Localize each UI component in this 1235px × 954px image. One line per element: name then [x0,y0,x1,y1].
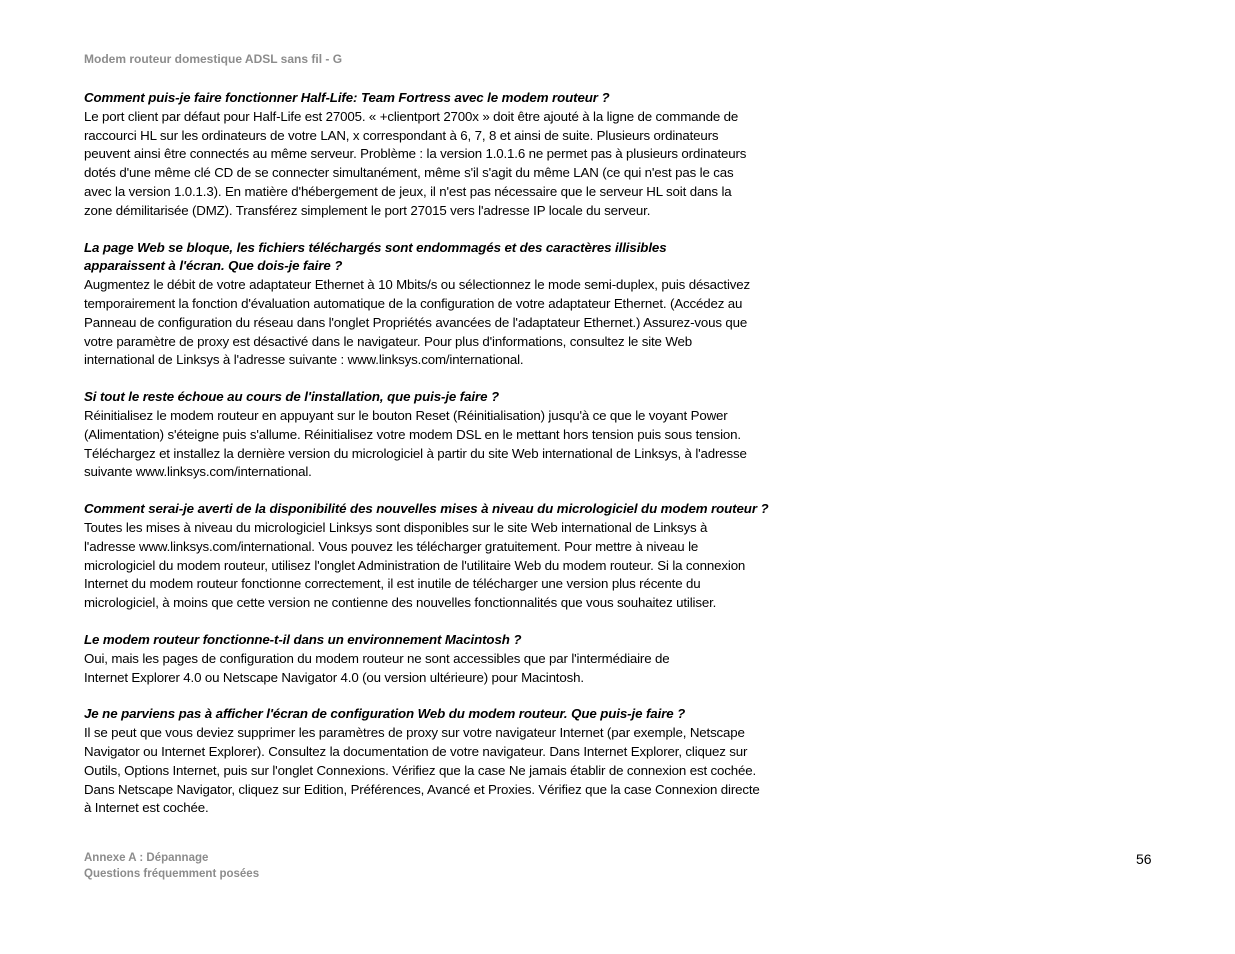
faq-section [84,89,769,836]
faq-item [84,89,760,221]
running-header: Modem routeur domestique ADSL sans fil - G [84,52,343,66]
faq-question: Je ne parviens pas à afficher l'écran de configuration Web du modem routeur. Que puis-je faire ? [84,706,686,722]
footer-section: Questions fréquemment posées [84,868,260,880]
faq-item [84,705,760,818]
footer-chapter: Annexe A : Dépannage [84,852,209,864]
faq-question: Le modem routeur fonctionne-t-il dans un environnement Macintosh ? [84,631,522,647]
faq-answer: Toutes les mises à niveau du micrologiciel Linksys sont disponibles sur le site Web international de Linksys à l'adresse www.linksys.com/international. Vous pouvez les télécharger gratuitement. Pour mettre à niveau le micrologiciel du modem routeur, utilisez l'onglet Administration de l'utilitaire Web du modem routeur. Si la connexion Internet du modem routeur fonctionne correctement, il est inutile de télécharger une version plus récente du micrologiciel, à moins que cette version ne contienne des nouvelles fonctionnalités que vous souhaitez utiliser. [84,519,746,611]
faq-question: Comment puis-je faire fonctionner Half-Life: Team Fortress avec le modem routeur ? [84,90,610,105]
page-number: 56 [1136,851,1152,867]
faq-answer: Réinitialisez le modem routeur en appuyant sur le bouton Reset (Réinitialisation) jusqu'à ce que le voyant Power (Alimentation) s'éteigne puis s'allume. Réinitialisez votre modem DSL en le mettant hors tension puis sous tension. Téléchargez et installez la dernière version du micrologiciel à partir du site Web international de Linksys, à l'adresse suivante www.linksys.com/international. [84,407,747,480]
faq-item [84,631,760,687]
faq-answer: Le port client par défaut pour Half-Life est 27005. « +clientport 2700x » doit être ajouté à la ligne de commande de raccourci HL sur les ordinateurs de votre LAN, x correspondant à 6, 7, 8 et ainsi de suite. Plusieurs ordinateurs peuvent ainsi être connectés au même serveur. Problème : la version 1.0.1.6 ne permet pas à plusieurs ordinateurs dotés d'une même clé CD de se connecter simultanément, même s'il s'agit du même LAN (ce qui n'est pas le cas avec la version 1.0.1.3). En matière d'hébergement de jeux, il n'est pas nécessaire que le serveur HL soit dans la zone démilitarisée (DMZ). Transférez simplement le port 27015 vers l'adresse IP locale du serveur. [84,108,747,218]
faq-answer: Augmentez le débit de votre adaptateur Ethernet à 10 Mbits/s ou sélectionnez le mode semi-duplex, puis désactivez temporairement la fonction d'évaluation automatique de la configuration de votre adaptateur Ethernet. (Accédez au Panneau de configuration du réseau dans l'onglet Propriétés avancées de l'adaptateur Ethernet.) Assurez-vous que votre paramètre de proxy est désactivé dans le navigateur. Pour plus d'informations, consultez le site Web international de Linksys à l'adresse suivante : www.linksys.com/international. [84,277,751,368]
faq-answer: Oui, mais les pages de configuration du modem routeur ne sont accessibles que par l'intermédiaire de Internet Explorer 4.0 ou Netscape Navigator 4.0 (ou version ultérieure) pour Macintosh. [84,650,670,685]
faq-question: La page Web se bloque, les fichiers téléchargés sont endommagés et des caractères illisibles apparaissent à l'écran. Que dois-je faire ? [84,239,667,274]
faq-item [84,388,760,482]
faq-item [84,239,760,371]
faq-question: Comment serai-je averti de la disponibilité des nouvelles mises à niveau du micrologiciel du modem routeur ? [84,501,769,517]
faq-answer: Il se peut que vous deviez supprimer les paramètres de proxy sur votre navigateur Internet (par exemple, Netscape Navigator ou Internet Explorer). Consultez la documentation de votre navigateur. Dans Internet Explorer, cliquez sur Outils, Options Internet, puis sur l'onglet Connexions. Vérifiez que la case Ne jamais établir de connexion est cochée. Dans Netscape Navigator, cliquez sur Edition, Préférences, Avancé et Proxies. Vérifiez que la case Connexion directe à Internet est cochée. [84,725,760,816]
running-footer [84,850,259,882]
faq-question: Si tout le reste échoue au cours de l'installation, que puis-je faire ? [84,389,500,405]
faq-item [84,500,769,613]
